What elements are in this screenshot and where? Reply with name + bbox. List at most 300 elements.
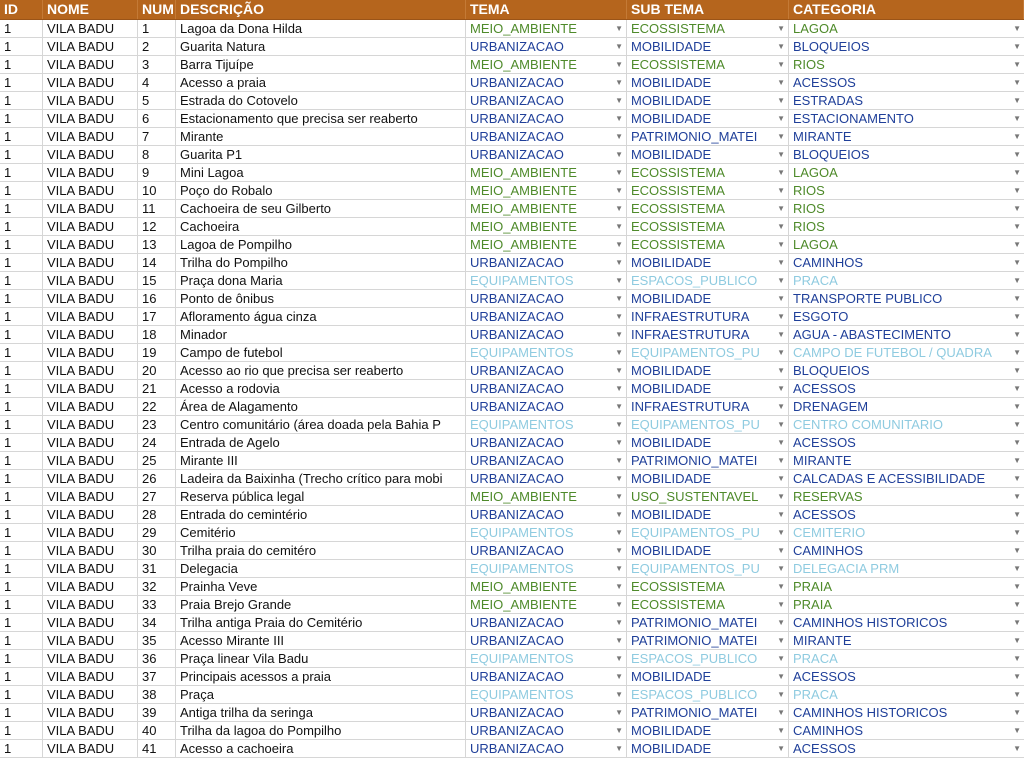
dropdown-categoria[interactable]	[789, 434, 1024, 451]
header-num[interactable]: NUM	[138, 0, 176, 19]
dropdown-categoria[interactable]	[789, 578, 1024, 595]
chevron-down-icon[interactable]: ▼	[1013, 420, 1021, 429]
cell-descricao[interactable]: Trilha antiga Praia do Cemitério	[176, 614, 466, 631]
cell-nome[interactable]: VILA BADU	[43, 524, 138, 541]
dropdown-sub-tema[interactable]	[627, 218, 789, 235]
cell-num[interactable]: 10	[138, 182, 176, 199]
chevron-down-icon[interactable]: ▼	[615, 582, 623, 591]
dropdown-tema[interactable]	[466, 398, 627, 415]
cell-nome[interactable]: VILA BADU	[43, 434, 138, 451]
chevron-down-icon[interactable]: ▼	[1013, 384, 1021, 393]
cell-num[interactable]: 38	[138, 686, 176, 703]
cell-descricao[interactable]: Centro comunitário (área doada pela Bahia P	[176, 416, 466, 433]
cell-id[interactable]: 1	[0, 452, 43, 469]
dropdown-sub-tema[interactable]	[627, 578, 789, 595]
dropdown-sub-tema[interactable]	[627, 362, 789, 379]
dropdown-sub-tema[interactable]	[627, 434, 789, 451]
cell-nome[interactable]: VILA BADU	[43, 470, 138, 487]
chevron-down-icon[interactable]: ▼	[1013, 546, 1021, 555]
dropdown-sub-tema[interactable]	[627, 470, 789, 487]
cell-num[interactable]: 9	[138, 164, 176, 181]
dropdown-tema[interactable]	[466, 470, 627, 487]
cell-nome[interactable]: VILA BADU	[43, 182, 138, 199]
dropdown-tema[interactable]	[466, 344, 627, 361]
dropdown-categoria[interactable]	[789, 92, 1024, 109]
cell-descricao[interactable]: Poço do Robalo	[176, 182, 466, 199]
chevron-down-icon[interactable]: ▼	[777, 420, 785, 429]
dropdown-sub-tema[interactable]	[627, 542, 789, 559]
dropdown-sub-tema[interactable]	[627, 344, 789, 361]
cell-num[interactable]: 16	[138, 290, 176, 307]
cell-descricao[interactable]: Área de Alagamento	[176, 398, 466, 415]
cell-id[interactable]: 1	[0, 704, 43, 721]
cell-num[interactable]: 26	[138, 470, 176, 487]
cell-descricao[interactable]: Ladeira da Baixinha (Trecho crítico para mobi	[176, 470, 466, 487]
cell-num[interactable]: 34	[138, 614, 176, 631]
chevron-down-icon[interactable]: ▼	[1013, 528, 1021, 537]
cell-id[interactable]: 1	[0, 344, 43, 361]
dropdown-tema[interactable]	[466, 722, 627, 739]
dropdown-tema[interactable]	[466, 686, 627, 703]
cell-descricao[interactable]: Afloramento água cinza	[176, 308, 466, 325]
cell-nome[interactable]: VILA BADU	[43, 164, 138, 181]
cell-id[interactable]: 1	[0, 182, 43, 199]
cell-id[interactable]: 1	[0, 74, 43, 91]
chevron-down-icon[interactable]: ▼	[1013, 330, 1021, 339]
chevron-down-icon[interactable]: ▼	[615, 114, 623, 123]
dropdown-tema[interactable]	[466, 92, 627, 109]
dropdown-sub-tema[interactable]	[627, 128, 789, 145]
dropdown-categoria[interactable]	[789, 290, 1024, 307]
chevron-down-icon[interactable]: ▼	[615, 384, 623, 393]
dropdown-sub-tema[interactable]	[627, 614, 789, 631]
chevron-down-icon[interactable]: ▼	[615, 150, 623, 159]
dropdown-categoria[interactable]	[789, 740, 1024, 757]
dropdown-tema[interactable]	[466, 38, 627, 55]
cell-id[interactable]: 1	[0, 326, 43, 343]
cell-descricao[interactable]: Antiga trilha da seringa	[176, 704, 466, 721]
chevron-down-icon[interactable]: ▼	[1013, 510, 1021, 519]
chevron-down-icon[interactable]: ▼	[615, 438, 623, 447]
chevron-down-icon[interactable]: ▼	[615, 636, 623, 645]
cell-nome[interactable]: VILA BADU	[43, 704, 138, 721]
dropdown-categoria[interactable]	[789, 254, 1024, 271]
chevron-down-icon[interactable]: ▼	[1013, 294, 1021, 303]
dropdown-sub-tema[interactable]	[627, 272, 789, 289]
cell-nome[interactable]: VILA BADU	[43, 722, 138, 739]
cell-num[interactable]: 27	[138, 488, 176, 505]
chevron-down-icon[interactable]: ▼	[1013, 618, 1021, 627]
cell-descricao[interactable]: Praia Brejo Grande	[176, 596, 466, 613]
dropdown-categoria[interactable]	[789, 110, 1024, 127]
chevron-down-icon[interactable]: ▼	[777, 366, 785, 375]
dropdown-tema[interactable]	[466, 74, 627, 91]
dropdown-sub-tema[interactable]	[627, 740, 789, 757]
dropdown-tema[interactable]	[466, 326, 627, 343]
chevron-down-icon[interactable]: ▼	[1013, 438, 1021, 447]
cell-id[interactable]: 1	[0, 632, 43, 649]
cell-id[interactable]: 1	[0, 506, 43, 523]
cell-num[interactable]: 31	[138, 560, 176, 577]
cell-nome[interactable]: VILA BADU	[43, 596, 138, 613]
cell-num[interactable]: 22	[138, 398, 176, 415]
cell-descricao[interactable]: Cemitério	[176, 524, 466, 541]
chevron-down-icon[interactable]: ▼	[777, 600, 785, 609]
cell-num[interactable]: 11	[138, 200, 176, 217]
chevron-down-icon[interactable]: ▼	[615, 654, 623, 663]
chevron-down-icon[interactable]: ▼	[615, 420, 623, 429]
chevron-down-icon[interactable]: ▼	[615, 546, 623, 555]
cell-nome[interactable]: VILA BADU	[43, 488, 138, 505]
chevron-down-icon[interactable]: ▼	[615, 600, 623, 609]
chevron-down-icon[interactable]: ▼	[615, 186, 623, 195]
cell-num[interactable]: 28	[138, 506, 176, 523]
cell-descricao[interactable]: Mini Lagoa	[176, 164, 466, 181]
header-id[interactable]: ID	[0, 0, 43, 19]
cell-descricao[interactable]: Praça dona Maria	[176, 272, 466, 289]
cell-nome[interactable]: VILA BADU	[43, 128, 138, 145]
chevron-down-icon[interactable]: ▼	[777, 402, 785, 411]
cell-descricao[interactable]: Estrada do Cotovelo	[176, 92, 466, 109]
chevron-down-icon[interactable]: ▼	[1013, 474, 1021, 483]
dropdown-categoria[interactable]	[789, 146, 1024, 163]
cell-nome[interactable]: VILA BADU	[43, 650, 138, 667]
chevron-down-icon[interactable]: ▼	[615, 78, 623, 87]
cell-nome[interactable]: VILA BADU	[43, 362, 138, 379]
cell-id[interactable]: 1	[0, 650, 43, 667]
chevron-down-icon[interactable]: ▼	[777, 384, 785, 393]
cell-id[interactable]: 1	[0, 668, 43, 685]
dropdown-categoria[interactable]	[789, 398, 1024, 415]
chevron-down-icon[interactable]: ▼	[615, 348, 623, 357]
cell-nome[interactable]: VILA BADU	[43, 308, 138, 325]
cell-nome[interactable]: VILA BADU	[43, 290, 138, 307]
dropdown-tema[interactable]	[466, 128, 627, 145]
cell-descricao[interactable]: Cachoeira de seu Gilberto	[176, 200, 466, 217]
cell-descricao[interactable]: Estacionamento que precisa ser reaberto	[176, 110, 466, 127]
dropdown-categoria[interactable]	[789, 668, 1024, 685]
cell-id[interactable]: 1	[0, 380, 43, 397]
cell-nome[interactable]: VILA BADU	[43, 110, 138, 127]
dropdown-categoria[interactable]	[789, 470, 1024, 487]
cell-nome[interactable]: VILA BADU	[43, 614, 138, 631]
dropdown-tema[interactable]	[466, 218, 627, 235]
dropdown-categoria[interactable]	[789, 560, 1024, 577]
chevron-down-icon[interactable]: ▼	[777, 438, 785, 447]
cell-num[interactable]: 24	[138, 434, 176, 451]
cell-id[interactable]: 1	[0, 578, 43, 595]
dropdown-sub-tema[interactable]	[627, 416, 789, 433]
chevron-down-icon[interactable]: ▼	[777, 456, 785, 465]
cell-num[interactable]: 7	[138, 128, 176, 145]
cell-num[interactable]: 5	[138, 92, 176, 109]
dropdown-tema[interactable]	[466, 200, 627, 217]
dropdown-sub-tema[interactable]	[627, 38, 789, 55]
cell-id[interactable]: 1	[0, 434, 43, 451]
chevron-down-icon[interactable]: ▼	[1013, 204, 1021, 213]
cell-descricao[interactable]: Ponto de ônibus	[176, 290, 466, 307]
chevron-down-icon[interactable]: ▼	[1013, 366, 1021, 375]
chevron-down-icon[interactable]: ▼	[615, 510, 623, 519]
dropdown-categoria[interactable]	[789, 308, 1024, 325]
dropdown-tema[interactable]	[466, 182, 627, 199]
chevron-down-icon[interactable]: ▼	[1013, 96, 1021, 105]
cell-id[interactable]: 1	[0, 290, 43, 307]
cell-id[interactable]: 1	[0, 614, 43, 631]
dropdown-sub-tema[interactable]	[627, 452, 789, 469]
chevron-down-icon[interactable]: ▼	[777, 708, 785, 717]
dropdown-tema[interactable]	[466, 596, 627, 613]
chevron-down-icon[interactable]: ▼	[1013, 636, 1021, 645]
cell-num[interactable]: 39	[138, 704, 176, 721]
dropdown-tema[interactable]	[466, 20, 627, 37]
chevron-down-icon[interactable]: ▼	[1013, 348, 1021, 357]
cell-descricao[interactable]: Prainha Veve	[176, 578, 466, 595]
chevron-down-icon[interactable]: ▼	[1013, 168, 1021, 177]
chevron-down-icon[interactable]: ▼	[1013, 114, 1021, 123]
cell-descricao[interactable]: Mirante III	[176, 452, 466, 469]
cell-nome[interactable]: VILA BADU	[43, 740, 138, 757]
dropdown-tema[interactable]	[466, 560, 627, 577]
cell-id[interactable]: 1	[0, 236, 43, 253]
dropdown-sub-tema[interactable]	[627, 182, 789, 199]
chevron-down-icon[interactable]: ▼	[777, 510, 785, 519]
dropdown-sub-tema[interactable]	[627, 596, 789, 613]
chevron-down-icon[interactable]: ▼	[1013, 222, 1021, 231]
chevron-down-icon[interactable]: ▼	[615, 690, 623, 699]
chevron-down-icon[interactable]: ▼	[615, 564, 623, 573]
dropdown-categoria[interactable]	[789, 362, 1024, 379]
cell-descricao[interactable]: Trilha do Pompilho	[176, 254, 466, 271]
dropdown-sub-tema[interactable]	[627, 92, 789, 109]
cell-id[interactable]: 1	[0, 200, 43, 217]
dropdown-categoria[interactable]	[789, 704, 1024, 721]
dropdown-categoria[interactable]	[789, 200, 1024, 217]
chevron-down-icon[interactable]: ▼	[777, 330, 785, 339]
cell-id[interactable]: 1	[0, 524, 43, 541]
chevron-down-icon[interactable]: ▼	[777, 582, 785, 591]
cell-num[interactable]: 20	[138, 362, 176, 379]
cell-id[interactable]: 1	[0, 218, 43, 235]
chevron-down-icon[interactable]: ▼	[777, 564, 785, 573]
cell-nome[interactable]: VILA BADU	[43, 38, 138, 55]
cell-descricao[interactable]: Minador	[176, 326, 466, 343]
dropdown-sub-tema[interactable]	[627, 668, 789, 685]
cell-nome[interactable]: VILA BADU	[43, 236, 138, 253]
chevron-down-icon[interactable]: ▼	[1013, 582, 1021, 591]
dropdown-tema[interactable]	[466, 668, 627, 685]
dropdown-categoria[interactable]	[789, 128, 1024, 145]
cell-num[interactable]: 2	[138, 38, 176, 55]
chevron-down-icon[interactable]: ▼	[777, 168, 785, 177]
chevron-down-icon[interactable]: ▼	[615, 618, 623, 627]
cell-num[interactable]: 29	[138, 524, 176, 541]
cell-num[interactable]: 25	[138, 452, 176, 469]
dropdown-tema[interactable]	[466, 362, 627, 379]
cell-nome[interactable]: VILA BADU	[43, 20, 138, 37]
cell-descricao[interactable]: Principais acessos a praia	[176, 668, 466, 685]
dropdown-sub-tema[interactable]	[627, 254, 789, 271]
cell-descricao[interactable]: Reserva pública legal	[176, 488, 466, 505]
chevron-down-icon[interactable]: ▼	[777, 258, 785, 267]
dropdown-sub-tema[interactable]	[627, 488, 789, 505]
chevron-down-icon[interactable]: ▼	[615, 96, 623, 105]
chevron-down-icon[interactable]: ▼	[777, 42, 785, 51]
cell-num[interactable]: 6	[138, 110, 176, 127]
chevron-down-icon[interactable]: ▼	[615, 222, 623, 231]
cell-descricao[interactable]: Acesso a praia	[176, 74, 466, 91]
dropdown-tema[interactable]	[466, 308, 627, 325]
cell-descricao[interactable]: Acesso a cachoeira	[176, 740, 466, 757]
cell-id[interactable]: 1	[0, 722, 43, 739]
cell-id[interactable]: 1	[0, 470, 43, 487]
header-categoria[interactable]: CATEGORIA	[789, 0, 1024, 19]
dropdown-categoria[interactable]	[789, 686, 1024, 703]
chevron-down-icon[interactable]: ▼	[615, 204, 623, 213]
dropdown-tema[interactable]	[466, 704, 627, 721]
chevron-down-icon[interactable]: ▼	[615, 744, 623, 753]
chevron-down-icon[interactable]: ▼	[615, 402, 623, 411]
dropdown-sub-tema[interactable]	[627, 200, 789, 217]
cell-descricao[interactable]: Acesso a rodovia	[176, 380, 466, 397]
dropdown-categoria[interactable]	[789, 272, 1024, 289]
cell-nome[interactable]: VILA BADU	[43, 272, 138, 289]
dropdown-sub-tema[interactable]	[627, 506, 789, 523]
cell-num[interactable]: 3	[138, 56, 176, 73]
cell-num[interactable]: 35	[138, 632, 176, 649]
dropdown-categoria[interactable]	[789, 596, 1024, 613]
cell-id[interactable]: 1	[0, 542, 43, 559]
chevron-down-icon[interactable]: ▼	[777, 618, 785, 627]
chevron-down-icon[interactable]: ▼	[1013, 672, 1021, 681]
cell-descricao[interactable]: Acesso ao rio que precisa ser reaberto	[176, 362, 466, 379]
cell-num[interactable]: 30	[138, 542, 176, 559]
cell-nome[interactable]: VILA BADU	[43, 200, 138, 217]
cell-num[interactable]: 40	[138, 722, 176, 739]
chevron-down-icon[interactable]: ▼	[615, 366, 623, 375]
cell-id[interactable]: 1	[0, 20, 43, 37]
chevron-down-icon[interactable]: ▼	[615, 672, 623, 681]
chevron-down-icon[interactable]: ▼	[777, 240, 785, 249]
chevron-down-icon[interactable]: ▼	[777, 222, 785, 231]
dropdown-tema[interactable]	[466, 236, 627, 253]
chevron-down-icon[interactable]: ▼	[1013, 60, 1021, 69]
cell-nome[interactable]: VILA BADU	[43, 506, 138, 523]
cell-id[interactable]: 1	[0, 110, 43, 127]
dropdown-tema[interactable]	[466, 434, 627, 451]
dropdown-sub-tema[interactable]	[627, 560, 789, 577]
cell-descricao[interactable]: Praça	[176, 686, 466, 703]
cell-descricao[interactable]: Trilha da lagoa do Pompilho	[176, 722, 466, 739]
chevron-down-icon[interactable]: ▼	[1013, 456, 1021, 465]
dropdown-sub-tema[interactable]	[627, 398, 789, 415]
cell-id[interactable]: 1	[0, 560, 43, 577]
dropdown-categoria[interactable]	[789, 632, 1024, 649]
chevron-down-icon[interactable]: ▼	[777, 294, 785, 303]
cell-nome[interactable]: VILA BADU	[43, 146, 138, 163]
dropdown-categoria[interactable]	[789, 74, 1024, 91]
dropdown-categoria[interactable]	[789, 416, 1024, 433]
chevron-down-icon[interactable]: ▼	[615, 294, 623, 303]
cell-descricao[interactable]: Mirante	[176, 128, 466, 145]
cell-id[interactable]: 1	[0, 92, 43, 109]
chevron-down-icon[interactable]: ▼	[1013, 402, 1021, 411]
cell-nome[interactable]: VILA BADU	[43, 344, 138, 361]
cell-descricao[interactable]: Praça linear Vila Badu	[176, 650, 466, 667]
chevron-down-icon[interactable]: ▼	[1013, 744, 1021, 753]
cell-descricao[interactable]: Cachoeira	[176, 218, 466, 235]
cell-descricao[interactable]: Lagoa de Pompilho	[176, 236, 466, 253]
cell-id[interactable]: 1	[0, 254, 43, 271]
chevron-down-icon[interactable]: ▼	[615, 330, 623, 339]
chevron-down-icon[interactable]: ▼	[615, 168, 623, 177]
cell-num[interactable]: 1	[138, 20, 176, 37]
header-tema[interactable]: TEMA	[466, 0, 627, 19]
dropdown-tema[interactable]	[466, 632, 627, 649]
chevron-down-icon[interactable]: ▼	[615, 276, 623, 285]
chevron-down-icon[interactable]: ▼	[615, 726, 623, 735]
dropdown-categoria[interactable]	[789, 542, 1024, 559]
dropdown-categoria[interactable]	[789, 722, 1024, 739]
chevron-down-icon[interactable]: ▼	[777, 546, 785, 555]
dropdown-sub-tema[interactable]	[627, 686, 789, 703]
dropdown-sub-tema[interactable]	[627, 308, 789, 325]
chevron-down-icon[interactable]: ▼	[777, 204, 785, 213]
dropdown-categoria[interactable]	[789, 344, 1024, 361]
dropdown-sub-tema[interactable]	[627, 146, 789, 163]
dropdown-categoria[interactable]	[789, 20, 1024, 37]
cell-descricao[interactable]: Barra Tijuípe	[176, 56, 466, 73]
header-nome[interactable]: NOME	[43, 0, 138, 19]
cell-id[interactable]: 1	[0, 308, 43, 325]
cell-id[interactable]: 1	[0, 398, 43, 415]
chevron-down-icon[interactable]: ▼	[1013, 276, 1021, 285]
chevron-down-icon[interactable]: ▼	[1013, 240, 1021, 249]
chevron-down-icon[interactable]: ▼	[615, 528, 623, 537]
dropdown-tema[interactable]	[466, 380, 627, 397]
cell-id[interactable]: 1	[0, 56, 43, 73]
cell-nome[interactable]: VILA BADU	[43, 92, 138, 109]
cell-num[interactable]: 8	[138, 146, 176, 163]
dropdown-sub-tema[interactable]	[627, 290, 789, 307]
cell-nome[interactable]: VILA BADU	[43, 398, 138, 415]
dropdown-sub-tema[interactable]	[627, 56, 789, 73]
cell-descricao[interactable]: Entrada do cemintério	[176, 506, 466, 523]
cell-id[interactable]: 1	[0, 488, 43, 505]
dropdown-sub-tema[interactable]	[627, 722, 789, 739]
cell-nome[interactable]: VILA BADU	[43, 218, 138, 235]
dropdown-sub-tema[interactable]	[627, 524, 789, 541]
cell-num[interactable]: 36	[138, 650, 176, 667]
chevron-down-icon[interactable]: ▼	[615, 240, 623, 249]
chevron-down-icon[interactable]: ▼	[615, 474, 623, 483]
dropdown-tema[interactable]	[466, 164, 627, 181]
cell-num[interactable]: 13	[138, 236, 176, 253]
cell-num[interactable]: 41	[138, 740, 176, 757]
chevron-down-icon[interactable]: ▼	[1013, 42, 1021, 51]
chevron-down-icon[interactable]: ▼	[615, 42, 623, 51]
dropdown-sub-tema[interactable]	[627, 650, 789, 667]
chevron-down-icon[interactable]: ▼	[1013, 78, 1021, 87]
cell-id[interactable]: 1	[0, 416, 43, 433]
header-sub-tema[interactable]: SUB TEMA	[627, 0, 789, 19]
dropdown-tema[interactable]	[466, 578, 627, 595]
chevron-down-icon[interactable]: ▼	[1013, 150, 1021, 159]
chevron-down-icon[interactable]: ▼	[777, 690, 785, 699]
cell-nome[interactable]: VILA BADU	[43, 542, 138, 559]
chevron-down-icon[interactable]: ▼	[615, 132, 623, 141]
cell-num[interactable]: 4	[138, 74, 176, 91]
